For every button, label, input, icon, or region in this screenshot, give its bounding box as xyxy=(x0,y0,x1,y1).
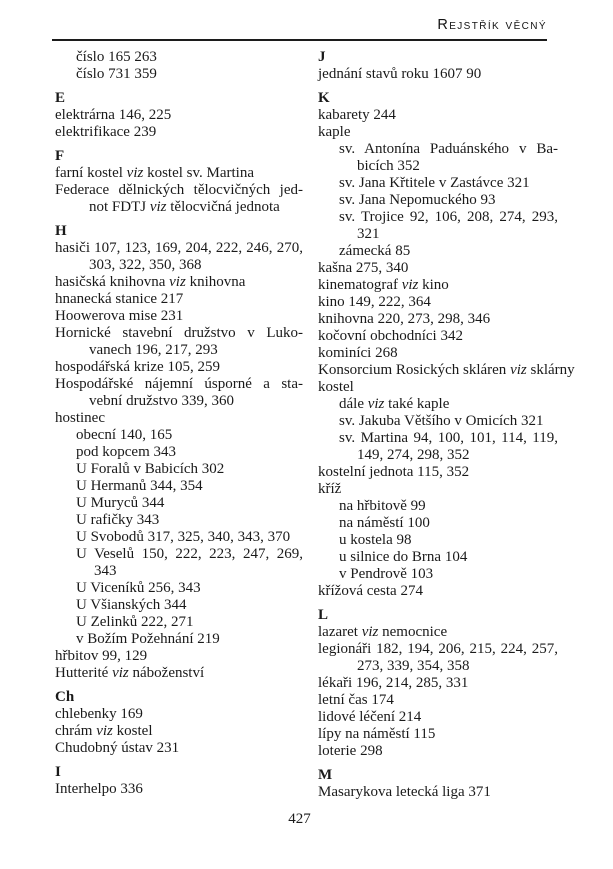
index-entry xyxy=(318,362,575,379)
index-entry xyxy=(55,308,303,325)
index-entry xyxy=(55,529,303,546)
entry-text-segment: U Hermanů 344, 354 xyxy=(76,478,203,494)
entry-text-segment: farní kostel xyxy=(55,165,127,181)
index-entry xyxy=(55,325,303,342)
entry-text-segment: U Veselů 150, 222, 223, 247, 269, xyxy=(76,546,303,562)
index-entry-text xyxy=(55,706,143,722)
index-entry-text xyxy=(357,158,420,174)
entry-text-segment: vební družstvo 339, 360 xyxy=(89,393,234,409)
entry-text-segment: hasičská knihovna xyxy=(55,274,170,290)
entry-text-segment: Interhelpo 336 xyxy=(55,781,143,797)
entry-text-segment: lípy na náměstí 115 xyxy=(318,726,436,742)
entry-text-segment: také kaple xyxy=(384,396,450,412)
index-entry-text xyxy=(318,260,408,276)
index-entry-text xyxy=(89,257,202,273)
index-entry xyxy=(318,226,558,243)
index-entry-text xyxy=(76,529,290,545)
index-entry xyxy=(318,107,558,124)
index-entry xyxy=(55,410,303,427)
entry-text-segment: kočovní obchodníci 342 xyxy=(318,328,463,344)
index-entry xyxy=(318,328,558,345)
index-entry xyxy=(55,597,303,614)
entry-text-segment: sv. Jakuba Většího v Omicích 321 xyxy=(339,413,544,429)
entry-text-segment: 321 xyxy=(357,226,380,242)
index-entry-text xyxy=(55,124,156,140)
index-entry xyxy=(55,706,303,723)
entry-text-segment: U rafičky 343 xyxy=(76,512,160,528)
index-entry xyxy=(318,784,558,801)
index-entry xyxy=(55,427,303,444)
index-entry xyxy=(55,580,303,597)
index-entry-text xyxy=(89,199,280,215)
index-entry xyxy=(318,311,558,328)
entry-text-segment: Hutterité xyxy=(55,665,113,681)
index-entry-text xyxy=(76,427,172,443)
index-entry-text xyxy=(76,478,203,494)
index-entry-text xyxy=(55,90,65,106)
index-entry xyxy=(318,396,558,413)
entry-text-segment: Chudobný ústav 231 xyxy=(55,740,180,756)
index-entry xyxy=(55,393,303,410)
index-entry-text xyxy=(318,481,341,497)
index-entry-text xyxy=(318,675,468,691)
index-entry-text xyxy=(318,294,431,310)
index-entry xyxy=(55,461,303,478)
index-entry-text xyxy=(339,175,530,191)
entry-text-segment: 273, 339, 354, 358 xyxy=(357,658,470,674)
index-entry-text xyxy=(318,328,463,344)
index-entry xyxy=(318,498,558,515)
index-entry xyxy=(55,240,303,257)
index-entry xyxy=(318,583,558,600)
entry-text-segment: u silnice do Brna 104 xyxy=(339,549,468,565)
entry-text-segment: v Pendrově 103 xyxy=(339,566,434,582)
index-entry xyxy=(55,631,303,648)
entry-text-segment: na náměstí 100 xyxy=(339,515,430,531)
index-entry-text xyxy=(55,740,179,756)
entry-text-segment: křížová cesta 274 xyxy=(318,583,423,599)
entry-text-segment: 149, 274, 298, 352 xyxy=(357,447,470,463)
cross-reference-viz: viz xyxy=(367,396,385,412)
index-entry-text xyxy=(318,583,423,599)
index-entry-text xyxy=(55,165,254,181)
entry-text-segment: 303, 322, 350, 368 xyxy=(89,257,202,273)
index-section-heading xyxy=(55,223,303,240)
cross-reference-viz: viz xyxy=(112,665,129,681)
index-entry-text xyxy=(318,362,575,378)
entry-text-segment: nemocnice xyxy=(378,624,448,640)
entry-text-segment: I xyxy=(55,764,61,780)
header-rule xyxy=(52,39,547,41)
index-entry-text xyxy=(318,784,491,800)
index-entry xyxy=(318,413,558,430)
index-entry xyxy=(318,566,558,583)
entry-text-segment: Masarykova letecká liga 371 xyxy=(318,784,491,800)
index-column-left xyxy=(55,49,303,798)
entry-text-segment: kominíci 268 xyxy=(318,345,398,361)
index-entry xyxy=(318,345,558,362)
index-entry xyxy=(55,342,303,359)
entry-text-segment: sv. Martina 94, 100, 101, 114, 119, xyxy=(339,430,558,446)
index-entry xyxy=(318,209,558,226)
index-entry xyxy=(318,192,558,209)
entry-text-segment: knihovna 220, 273, 298, 346 xyxy=(318,311,491,327)
index-entry-text xyxy=(55,291,183,307)
index-entry-text xyxy=(318,767,332,783)
index-entry-text xyxy=(55,240,303,256)
index-entry-text xyxy=(76,597,187,613)
index-section-heading xyxy=(318,90,558,107)
entry-text-segment: sv. Trojice 92, 106, 208, 274, 293, xyxy=(339,209,558,225)
index-entry xyxy=(318,709,558,726)
cross-reference-viz: viz xyxy=(126,165,144,181)
entry-text-segment: kostel xyxy=(112,723,153,739)
entry-text-segment: H xyxy=(55,223,67,239)
index-entry-text xyxy=(339,209,558,225)
index-entry xyxy=(318,379,558,396)
entry-text-segment: letní čas 174 xyxy=(318,692,394,708)
entry-text-segment: sv. Antonína Paduánského v Ba- xyxy=(339,141,558,157)
index-entry xyxy=(55,291,303,308)
entry-text-segment: not FDTJ xyxy=(89,199,150,215)
page-number: 427 xyxy=(288,811,311,827)
index-entry-text xyxy=(339,430,558,446)
index-entry-text xyxy=(318,692,394,708)
index-entry-text xyxy=(318,464,469,480)
index-entry-text xyxy=(318,66,481,82)
entry-text-segment: chlebenky 169 xyxy=(55,706,143,722)
index-entry xyxy=(318,243,558,260)
entry-text-segment: číslo 731 359 xyxy=(76,66,157,82)
index-entry xyxy=(318,743,558,760)
index-entry xyxy=(318,692,558,709)
index-entry xyxy=(55,257,303,274)
entry-text-segment: na hřbitově 99 xyxy=(339,498,426,514)
entry-text-segment: obecní 140, 165 xyxy=(76,427,173,443)
index-entry-text xyxy=(339,515,430,531)
index-entry xyxy=(318,447,558,464)
index-entry-text xyxy=(339,532,412,548)
index-entry-text xyxy=(76,631,220,647)
index-entry-text xyxy=(339,192,496,208)
entry-text-segment: U Zelinků 222, 271 xyxy=(76,614,194,630)
index-entry xyxy=(55,444,303,461)
entry-text-segment: číslo 165 263 xyxy=(76,49,157,65)
index-entry xyxy=(318,294,558,311)
index-section-heading xyxy=(55,764,303,781)
entry-text-segment: kašna 275, 340 xyxy=(318,260,409,276)
index-entry xyxy=(318,464,558,481)
index-entry-text xyxy=(76,512,159,528)
index-entry xyxy=(55,478,303,495)
index-entry-text xyxy=(76,444,176,460)
entry-text-segment: hasiči 107, 123, 169, 204, 222, 246, 270, xyxy=(55,240,303,256)
entry-text-segment: knihovna xyxy=(185,274,246,290)
index-entry-text xyxy=(55,107,171,123)
index-entry-text xyxy=(318,624,447,640)
entry-text-segment: sv. Jana Nepomuckého 93 xyxy=(339,192,496,208)
cross-reference-viz: viz xyxy=(96,723,113,739)
index-entry xyxy=(55,182,303,199)
index-entry xyxy=(55,563,303,580)
entry-text-segment: elektrifikace 239 xyxy=(55,124,157,140)
index-entry-text xyxy=(55,410,105,426)
entry-text-segment: v Božím Požehnání 219 xyxy=(76,631,220,647)
index-entry-text xyxy=(89,393,234,409)
index-entry xyxy=(55,107,303,124)
entry-text-segment: hostinec xyxy=(55,410,105,426)
index-entry xyxy=(55,199,303,216)
entry-text-segment: K xyxy=(318,90,330,106)
entry-text-segment: F xyxy=(55,148,65,164)
entry-text-segment: pod kopcem 343 xyxy=(76,444,176,460)
index-entry-text xyxy=(76,580,201,596)
index-entry-text xyxy=(339,566,433,582)
entry-text-segment: U Foralů v Babicích 302 xyxy=(76,461,225,477)
index-entry xyxy=(318,641,558,658)
index-entry xyxy=(318,675,558,692)
index-entry xyxy=(55,648,303,665)
entry-text-segment: zámecká 85 xyxy=(339,243,411,259)
entry-text-segment: Hospodářské nájemní úsporné a sta- xyxy=(55,376,303,392)
index-entry-text xyxy=(318,379,354,395)
entry-text-segment: lidové léčení 214 xyxy=(318,709,422,725)
index-entry xyxy=(55,614,303,631)
index-entry-text xyxy=(76,546,303,562)
index-entry xyxy=(55,376,303,393)
entry-text-segment: hospodářská krize 105, 259 xyxy=(55,359,220,375)
index-entry xyxy=(318,515,558,532)
index-entry-text xyxy=(55,689,74,705)
index-entry-text xyxy=(55,148,64,164)
entry-text-segment: elektrárna 146, 225 xyxy=(55,107,172,123)
index-entry-text xyxy=(55,182,303,198)
entry-text-segment: E xyxy=(55,90,66,106)
index-entry-text xyxy=(357,226,380,242)
index-section-heading xyxy=(55,148,303,165)
entry-text-segment: lékaři 196, 214, 285, 331 xyxy=(318,675,469,691)
index-entry xyxy=(318,175,558,192)
index-entry xyxy=(318,260,558,277)
entry-text-segment: kino xyxy=(418,277,449,293)
index-entry-text xyxy=(339,243,410,259)
index-entry xyxy=(55,665,303,682)
entry-text-segment: J xyxy=(318,49,326,65)
index-entry-text xyxy=(339,413,544,429)
index-entry-text xyxy=(318,107,396,123)
index-entry xyxy=(318,141,558,158)
index-section-heading xyxy=(55,90,303,107)
index-entry-text xyxy=(318,311,490,327)
index-entry-text xyxy=(339,396,449,412)
index-entry xyxy=(55,124,303,141)
index-entry xyxy=(318,658,558,675)
index-entry xyxy=(318,532,558,549)
entry-text-segment: Federace dělnických tělocvičných jed- xyxy=(55,182,303,198)
entry-text-segment: loterie 298 xyxy=(318,743,383,759)
index-entry-text xyxy=(76,49,157,65)
index-entry xyxy=(55,781,303,798)
index-entry-text xyxy=(339,549,467,565)
entry-text-segment: lazaret xyxy=(318,624,362,640)
index-section-heading xyxy=(318,767,558,784)
entry-text-segment: Konsorcium Rosických skláren xyxy=(318,362,511,378)
index-column-right xyxy=(318,49,575,801)
index-entry-text xyxy=(318,709,421,725)
entry-text-segment: bicích 352 xyxy=(357,158,420,174)
entry-text-segment: Ch xyxy=(55,689,75,705)
entry-text-segment: kostel sv. Martina xyxy=(143,165,255,181)
index-entry-text xyxy=(55,308,183,324)
entry-text-segment: kabarety 244 xyxy=(318,107,396,123)
index-entry-text xyxy=(55,359,220,375)
index-entry-text xyxy=(318,345,398,361)
index-entry-text xyxy=(55,781,143,797)
index-entry xyxy=(55,723,303,740)
index-entry-text xyxy=(76,614,194,630)
index-entry-text xyxy=(76,495,164,511)
index-entry-text xyxy=(318,49,326,65)
index-entry xyxy=(318,66,558,83)
index-entry xyxy=(55,66,303,83)
index-entry xyxy=(55,165,303,182)
index-entry-text xyxy=(55,648,147,664)
cross-reference-viz: viz xyxy=(169,274,186,290)
index-entry-text xyxy=(318,124,350,140)
entry-text-segment: vanech 196, 217, 293 xyxy=(89,342,218,358)
index-entry xyxy=(55,274,303,291)
index-entry xyxy=(318,430,558,447)
cross-reference-viz: viz xyxy=(361,624,379,640)
index-entry-text xyxy=(318,641,558,657)
index-entry xyxy=(55,49,303,66)
entry-text-segment: kostelní jednota 115, 352 xyxy=(318,464,470,480)
index-entry-text xyxy=(76,66,157,82)
entry-text-segment: sv. Jana Křtitele v Zastávce 321 xyxy=(339,175,530,191)
index-section-heading xyxy=(55,689,303,706)
index-entry xyxy=(318,481,558,498)
entry-text-segment: hnanecká stanice 217 xyxy=(55,291,184,307)
entry-text-segment: U Muryců 344 xyxy=(76,495,165,511)
entry-text-segment: Hoowerova mise 231 xyxy=(55,308,184,324)
index-entry-text xyxy=(318,90,330,106)
index-entry xyxy=(318,726,558,743)
entry-text-segment: u kostela 98 xyxy=(339,532,412,548)
index-entry-text xyxy=(89,342,218,358)
index-entry xyxy=(318,124,558,141)
entry-text-segment: kaple xyxy=(318,124,351,140)
index-entry-text xyxy=(55,325,303,341)
entry-text-segment: náboženství xyxy=(128,665,205,681)
running-header: Rejstřík věcný xyxy=(437,17,547,33)
entry-text-segment: kříž xyxy=(318,481,342,497)
index-entry-text xyxy=(55,274,245,290)
index-entry-text xyxy=(55,376,303,392)
entry-text-segment: jednání stavů roku 1607 90 xyxy=(318,66,482,82)
index-entry xyxy=(318,549,558,566)
index-entry-text xyxy=(55,764,61,780)
entry-text-segment: L xyxy=(318,607,329,623)
index-entry-text xyxy=(318,743,383,759)
entry-text-segment: Hornické stavební družstvo v Luko- xyxy=(55,325,303,341)
entry-text-segment: U Svobodů 317, 325, 340, 343, 370 xyxy=(76,529,291,545)
entry-text-segment: hřbitov 99, 129 xyxy=(55,648,148,664)
index-entry-text xyxy=(357,658,470,674)
entry-text-segment: tělocvičná jednota xyxy=(166,199,280,215)
index-entry xyxy=(55,359,303,376)
index-entry-text xyxy=(55,223,67,239)
entry-text-segment: sklárny xyxy=(526,362,575,378)
index-entry-text xyxy=(94,563,117,579)
index-entry xyxy=(318,277,558,294)
index-entry xyxy=(55,546,303,563)
entry-text-segment: M xyxy=(318,767,333,783)
entry-text-segment: kino 149, 222, 364 xyxy=(318,294,431,310)
cross-reference-viz: viz xyxy=(149,199,167,215)
cross-reference-viz: viz xyxy=(510,362,527,378)
entry-text-segment: legionáři 182, 194, 206, 215, 224, 257, xyxy=(318,641,558,657)
index-section-heading xyxy=(318,49,558,66)
index-entry-text xyxy=(318,277,449,293)
index-section-heading xyxy=(318,607,558,624)
entry-text-segment: dále xyxy=(339,396,368,412)
index-entry-text xyxy=(318,607,328,623)
index-entry-text xyxy=(339,141,558,157)
entry-text-segment: kinematograf xyxy=(318,277,402,293)
entry-text-segment: 343 xyxy=(94,563,117,579)
index-entry-text xyxy=(318,726,435,742)
index-entry xyxy=(55,512,303,529)
index-entry-text xyxy=(55,723,153,739)
entry-text-segment: U Všianských 344 xyxy=(76,597,187,613)
cross-reference-viz: viz xyxy=(401,277,419,293)
index-entry-text xyxy=(357,447,470,463)
index-entry-text xyxy=(55,665,204,681)
index-entry xyxy=(318,624,558,641)
index-entry-text xyxy=(339,498,426,514)
index-entry-text xyxy=(76,461,224,477)
index-entry xyxy=(55,495,303,512)
entry-text-segment: kostel xyxy=(318,379,354,395)
index-entry xyxy=(318,158,558,175)
entry-text-segment: U Viceníků 256, 343 xyxy=(76,580,201,596)
index-entry xyxy=(55,740,303,757)
entry-text-segment: chrám xyxy=(55,723,97,739)
